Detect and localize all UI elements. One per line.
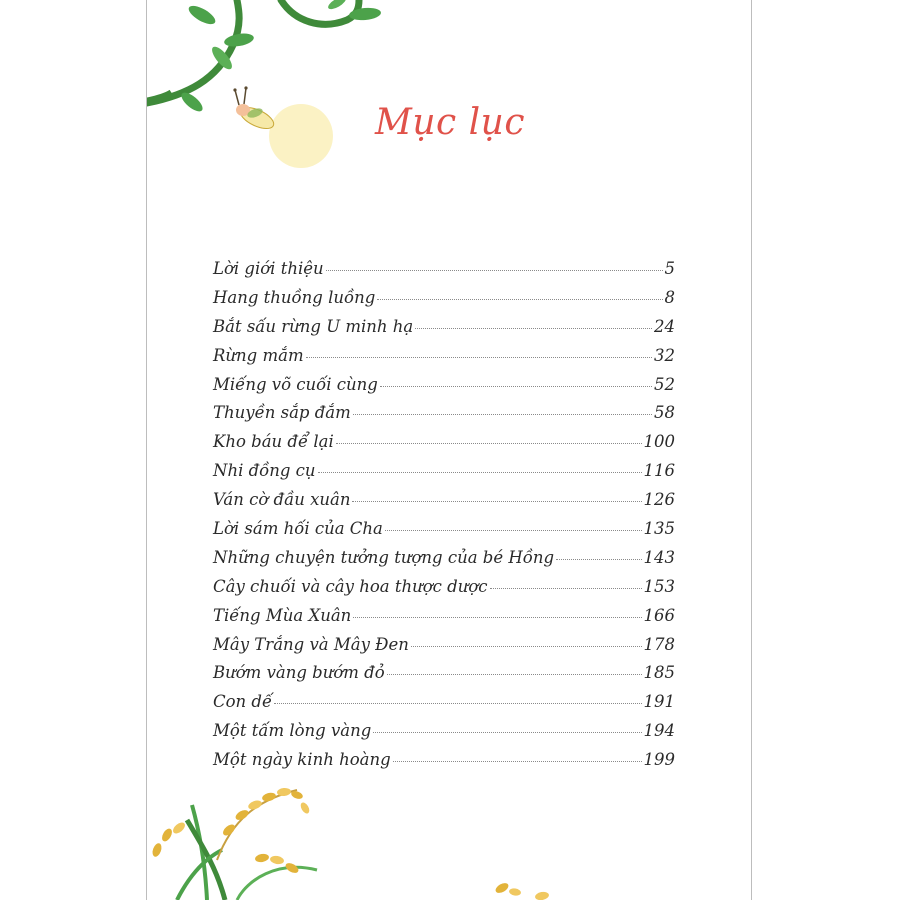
- toc-entry-page-number: 116: [643, 461, 675, 481]
- toc-entry[interactable]: [213, 692, 675, 721]
- toc-entry-page-number: 194: [643, 721, 675, 741]
- dot-leader: [373, 732, 641, 733]
- toc-entry[interactable]: [213, 750, 675, 779]
- book-page: [146, 0, 752, 900]
- toc-entry-page-number: 135: [643, 519, 675, 539]
- toc-entry-title: Cây chuối và cây hoa thược dược: [213, 576, 488, 596]
- toc-entry-page-number: 199: [643, 750, 675, 770]
- toc-entry-title: Bắt sấu rừng U minh hạ: [213, 316, 414, 336]
- dot-leader: [326, 270, 663, 271]
- toc-entry-page-number: 100: [643, 432, 675, 452]
- toc-entry-title: Tiếng Mùa Xuân: [213, 605, 352, 625]
- dot-leader: [385, 530, 642, 531]
- dot-leader: [353, 414, 652, 415]
- toc-entry-page-number: 143: [643, 547, 675, 567]
- toc-entry-page-number: 178: [643, 634, 675, 654]
- toc-entry-page-number: 166: [643, 605, 675, 625]
- toc-entry-page-number: 52: [654, 374, 675, 394]
- toc-entry-title: Một tấm lòng vàng: [213, 721, 372, 741]
- toc-entry[interactable]: [213, 721, 675, 750]
- vine-branch-icon: [147, 0, 381, 115]
- toc-entry[interactable]: [213, 490, 675, 519]
- dot-leader: [393, 761, 642, 762]
- toc-entry-title: Rừng mắm: [213, 345, 304, 365]
- toc-entry[interactable]: [213, 519, 675, 548]
- toc-entry-page-number: 24: [654, 316, 675, 336]
- dot-leader: [415, 328, 652, 329]
- toc-entry-page-number: 153: [643, 576, 675, 596]
- dot-leader: [352, 501, 641, 502]
- toc-entry[interactable]: [213, 346, 675, 375]
- dot-leader: [490, 588, 642, 589]
- dot-leader: [274, 703, 641, 704]
- dot-leader: [380, 386, 652, 387]
- dot-leader: [353, 617, 641, 618]
- toc-entry-page-number: 8: [664, 287, 675, 307]
- toc-entry-title: Mây Trắng và Mây Đen: [213, 634, 409, 654]
- toc-entry[interactable]: [213, 548, 675, 577]
- table-of-contents: [213, 259, 675, 779]
- dot-leader: [306, 357, 652, 358]
- toc-entry[interactable]: [213, 375, 675, 404]
- toc-entry-page-number: 5: [664, 259, 675, 278]
- toc-entry-page-number: 191: [643, 692, 675, 712]
- dot-leader: [387, 674, 642, 675]
- toc-entry-title: Nhi đồng cụ: [213, 461, 316, 481]
- toc-entry-title: Con dế: [213, 692, 273, 712]
- toc-entry[interactable]: [213, 606, 675, 635]
- toc-entry-title: Lời giới thiệu: [213, 259, 324, 278]
- toc-entry[interactable]: [213, 288, 675, 317]
- toc-entry-title: Hang thuồng luồng: [213, 287, 376, 307]
- toc-entry-title: Miếng võ cuối cùng: [213, 374, 378, 394]
- toc-entry[interactable]: [213, 663, 675, 692]
- toc-entry-page-number: 126: [643, 490, 675, 510]
- toc-entry-title: Những chuyện tưởng tượng của bé Hồng: [213, 547, 555, 567]
- toc-entry-title: Thuyền sắp đắm: [213, 403, 351, 423]
- toc-entry[interactable]: [213, 577, 675, 606]
- dot-leader: [318, 472, 642, 473]
- toc-entry-page-number: 185: [643, 663, 675, 683]
- toc-entry-page-number: 32: [654, 345, 675, 365]
- dot-leader: [377, 299, 662, 300]
- toc-entry[interactable]: [213, 461, 675, 490]
- toc-entry-title: Bướm vàng bướm đỏ: [213, 663, 385, 683]
- toc-entry[interactable]: [213, 317, 675, 346]
- dot-leader: [411, 646, 642, 647]
- dot-leader: [336, 443, 642, 444]
- toc-entry-page-number: 58: [654, 403, 675, 423]
- toc-entry-title: Lời sám hối của Cha: [213, 519, 383, 539]
- toc-entry-title: Kho báu để lại: [213, 432, 334, 452]
- toc-entry[interactable]: [213, 432, 675, 461]
- toc-entry[interactable]: [213, 403, 675, 432]
- toc-entry[interactable]: [213, 635, 675, 664]
- rice-plant-icon: [151, 787, 550, 900]
- page-title: Mục lục: [374, 102, 525, 143]
- toc-entry-title: Một ngày kinh hoàng: [213, 750, 391, 770]
- toc-entry-title: Ván cờ đầu xuân: [213, 490, 351, 510]
- toc-entry[interactable]: [213, 259, 675, 288]
- dot-leader: [556, 559, 641, 560]
